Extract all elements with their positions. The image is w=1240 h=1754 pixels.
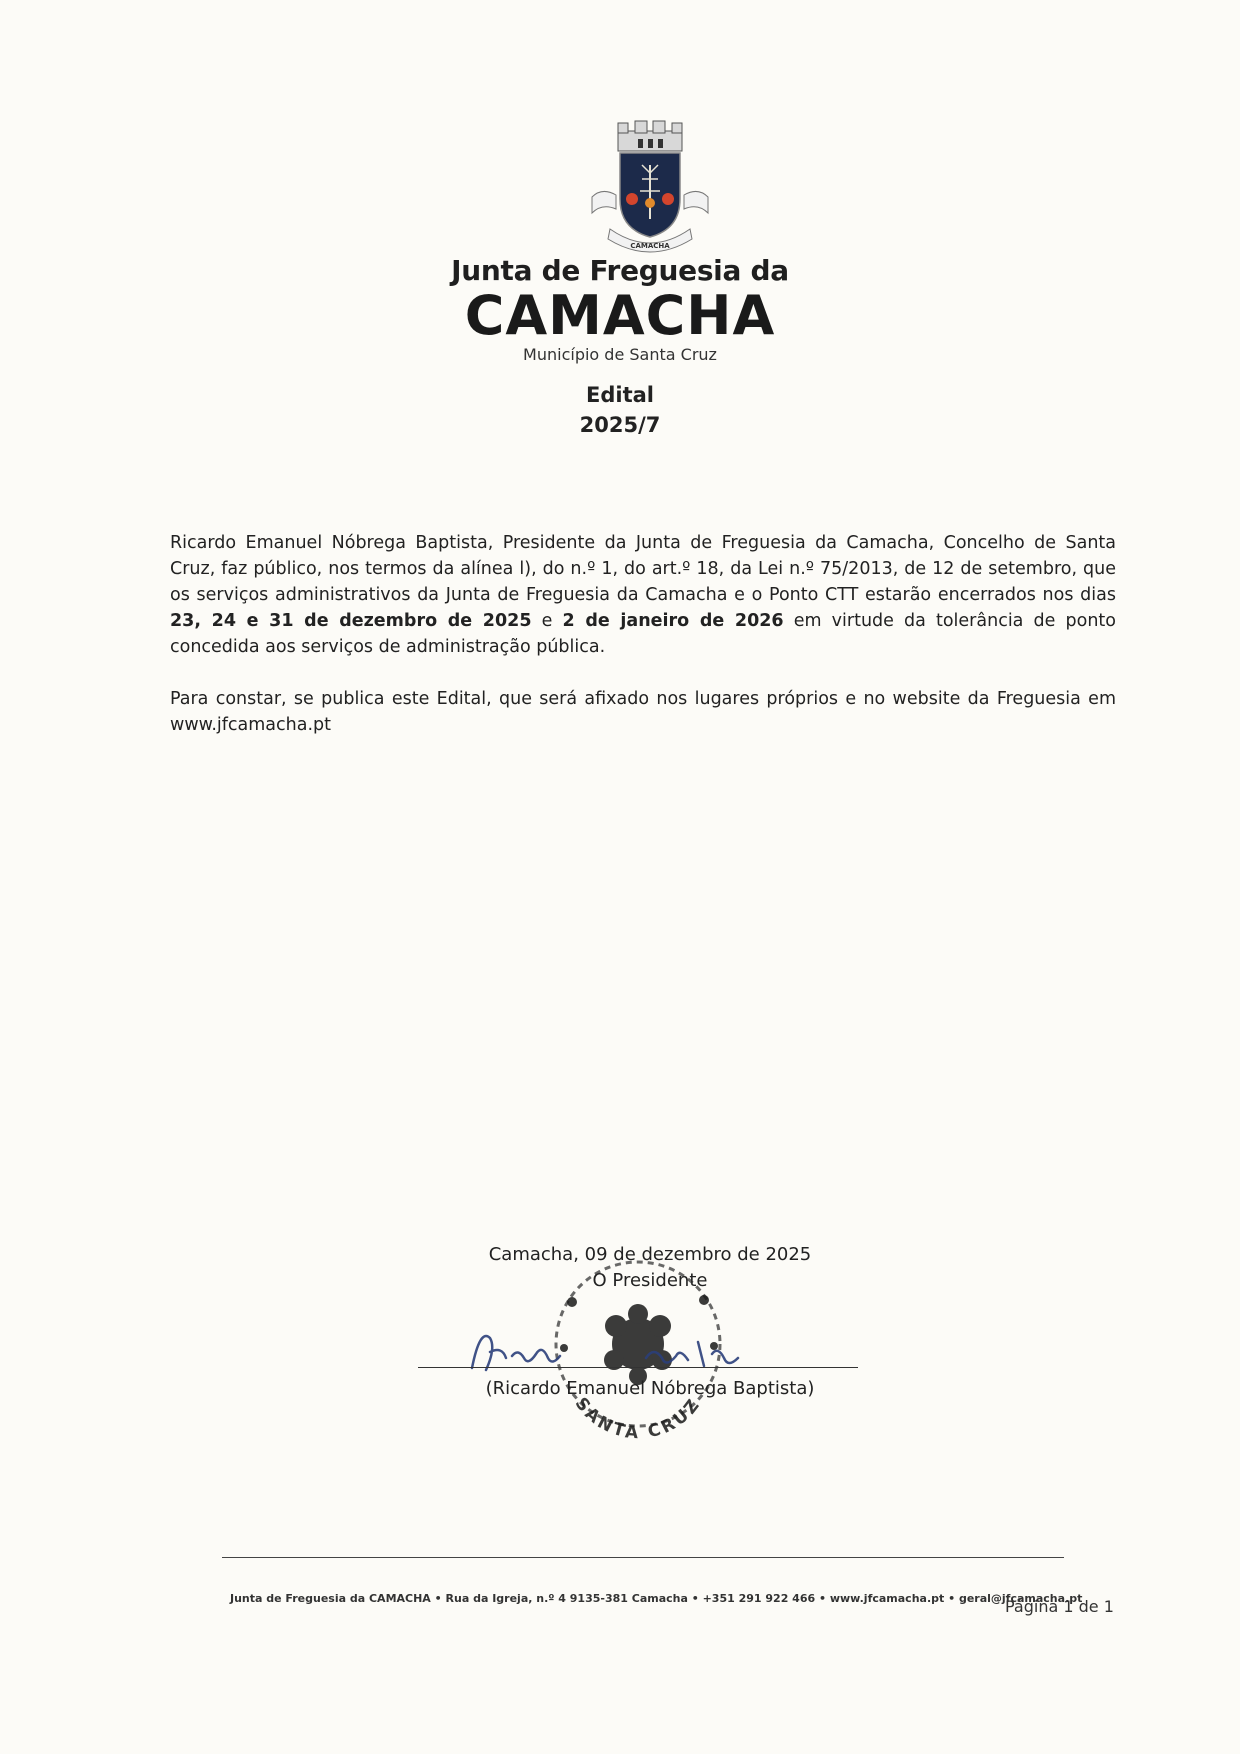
document-body <box>170 530 1116 764</box>
paragraph-1-text-b: e <box>531 611 563 631</box>
paragraph-1-dates-2025: 23, 24 e 31 de dezembro de 2025 <box>170 611 532 631</box>
document-title: Edital <box>586 383 654 407</box>
org-name-line2: CAMACHA <box>464 284 776 347</box>
signer-role: O Presidente <box>592 1270 708 1291</box>
document-number: 2025/7 <box>579 413 661 437</box>
paragraph-2: Para constar, se publica este Edital, que será afixado nos lugares próprios e no website da Freguesia em www.jfcamacha.pt <box>170 689 1116 735</box>
paragraph-1-text-a: Ricardo Emanuel Nóbrega Baptista, Presidente da Junta de Freguesia da Camacha, Concelho de Santa Cruz, faz público, nos termos da alínea l), do n.º 1, do art.º 18, da Lei n.º 75/2013, de 12 de setembro, que os serviços administrativos da Junta de Freguesia da Camacha e o Ponto CTT estarão encerrados nos dias <box>170 533 1116 605</box>
page-number: Página 1 de 1 <box>1005 1597 1114 1616</box>
crest-label: CAMACHA <box>630 242 670 250</box>
signature-line <box>418 1367 858 1368</box>
paragraph-1 <box>170 530 1116 660</box>
org-name-line1: Junta de Freguesia da <box>451 254 789 287</box>
footer-divider <box>222 1557 1064 1558</box>
place-and-date: Camacha, 09 de dezembro de 2025 <box>488 1244 812 1265</box>
handwritten-signature <box>466 1318 756 1378</box>
org-municipality: Município de Santa Cruz <box>523 345 717 364</box>
svg-text:SANTA CRUZ <box>571 1394 706 1444</box>
stamp-text: SANTA CRUZ <box>570 1393 706 1444</box>
coat-of-arms-icon <box>582 117 718 263</box>
footer-contact-info: Junta de Freguesia da CAMACHA • Rua da Igreja, n.º 4 9135-381 Camacha • +351 291 922 466 • www.jfcamacha.pt • geral@jfcamacha.pt <box>230 1592 1083 1605</box>
paragraph-1-date-2026: 2 de janeiro de 2026 <box>562 611 784 631</box>
paragraph-1-text-c: em virtude da tolerância de ponto concedida aos serviços de administração pública. <box>170 611 1116 657</box>
signer-name: (Ricardo Emanuel Nóbrega Baptista) <box>485 1378 815 1399</box>
